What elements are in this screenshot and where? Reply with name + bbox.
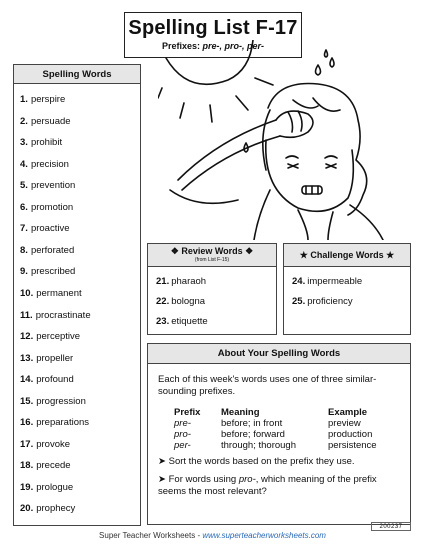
list-item [292, 276, 362, 287]
prefix-cell: pro- [174, 429, 191, 440]
review-words-note: (from List F-15) [194, 257, 230, 263]
item-number: 1. [20, 94, 28, 105]
sweating-girl-illustration [158, 40, 418, 240]
list-item [20, 201, 73, 215]
list-item [20, 309, 91, 323]
table-row [174, 440, 377, 451]
spelling-words-heading: Spelling Words [14, 65, 140, 84]
review-words-title: ❖ Review Words ❖ [170, 246, 254, 256]
item-word: precision [30, 158, 69, 170]
list-item [20, 158, 69, 172]
prefix-cell: per- [174, 440, 191, 451]
item-number: 22. [156, 296, 170, 307]
item-word: perceptive [36, 331, 81, 343]
spelling-words-panel [13, 64, 141, 526]
instruction-meaning-text-a: For words using [168, 474, 239, 485]
worksheet-code: 200237 [371, 522, 411, 531]
item-word: permanent [36, 287, 82, 299]
item-number: 15. [20, 395, 34, 407]
meaning-cell: before; in front [221, 418, 283, 429]
about-words-heading: About Your Spelling Words [148, 344, 410, 364]
item-number: 16. [20, 417, 34, 429]
item-number: 21. [156, 276, 170, 287]
instruction-meaning-prefix: pro- [238, 474, 256, 485]
example-cell: preview [328, 418, 361, 429]
review-words-heading [148, 244, 276, 267]
item-word: prophecy [36, 503, 76, 515]
item-number: 12. [20, 331, 34, 343]
list-item [20, 502, 75, 516]
arrow-bullet-icon: ➤ [158, 456, 166, 467]
list-item [20, 481, 73, 495]
item-word: perspire [30, 94, 66, 105]
instruction-meaning-text-b: , which meaning of the prefix seems the most relevant? [158, 474, 377, 497]
item-word: procrastinate [35, 309, 91, 321]
list-item [20, 287, 82, 301]
list-item [20, 373, 74, 387]
subtitle-prefixes: pre-, pro-, per- [202, 41, 265, 51]
item-number: 20. [20, 503, 34, 515]
review-words-box [147, 243, 277, 335]
subtitle-label: Prefixes: [161, 41, 203, 51]
item-word: proficiency [307, 296, 353, 307]
about-words-box [147, 343, 411, 525]
list-item [20, 244, 74, 258]
example-cell: persistence [328, 440, 377, 451]
item-word: precede [36, 460, 71, 472]
list-item [20, 416, 89, 430]
item-number: 8. [20, 244, 28, 256]
item-number: 3. [20, 137, 28, 149]
sun-icon [166, 40, 253, 84]
prefix-cell: pre- [174, 418, 191, 429]
challenge-words-heading: ★ Challenge Words ★ [284, 244, 410, 267]
list-item [20, 352, 73, 366]
item-word: pharaoh [171, 276, 207, 287]
list-item [156, 296, 205, 307]
item-word: proactive [30, 223, 70, 235]
item-number: 4. [20, 158, 28, 170]
footer-text: Super Teacher Worksheets - [99, 531, 203, 540]
arrow-bullet-icon: ➤ [158, 474, 166, 485]
list-item [20, 179, 75, 193]
item-word: preparations [36, 417, 90, 429]
item-number: 7. [20, 223, 28, 235]
item-number: 17. [20, 438, 34, 450]
item-number: 19. [20, 481, 34, 493]
item-number: 13. [20, 352, 34, 364]
item-word: provoke [36, 438, 71, 450]
item-word: perforated [30, 244, 75, 256]
challenge-words-box [283, 243, 411, 335]
list-item [20, 93, 65, 107]
item-number: 24. [292, 276, 306, 287]
item-number: 6. [20, 201, 28, 213]
table-row [174, 418, 377, 429]
instruction-sort [158, 456, 406, 468]
list-item [156, 276, 206, 287]
item-number: 14. [20, 374, 34, 386]
footer [0, 531, 425, 540]
list-item [20, 395, 86, 409]
item-number: 18. [20, 460, 34, 472]
meaning-column-header: Meaning [221, 406, 260, 418]
item-word: profound [36, 374, 74, 386]
item-number: 25. [292, 296, 306, 307]
example-cell: production [328, 429, 373, 440]
item-word: progression [36, 395, 86, 407]
list-item [20, 222, 70, 236]
example-column-header: Example [328, 406, 368, 418]
list-item [20, 136, 62, 150]
prefix-table-header [174, 406, 377, 418]
list-item [20, 330, 80, 344]
item-number: 5. [20, 180, 28, 192]
list-item [292, 296, 353, 307]
instruction-meaning [158, 474, 406, 498]
item-word: persuade [30, 115, 71, 127]
item-number: 23. [156, 316, 170, 327]
list-item [20, 265, 75, 279]
item-word: promotion [30, 201, 74, 213]
item-word: bologna [171, 296, 206, 307]
page-title: Spelling List F-17 [128, 17, 298, 39]
item-number: 2. [20, 115, 28, 127]
table-row [174, 429, 377, 440]
prefix-table [174, 406, 377, 451]
item-word: etiquette [171, 316, 208, 327]
item-word: impermeable [307, 276, 363, 287]
meaning-cell: through; thorough [221, 440, 297, 451]
instruction-sort-text: Sort the words based on the prefix they use. [168, 456, 355, 467]
item-word: prologue [36, 481, 74, 493]
item-word: prohibit [30, 137, 63, 149]
item-number: 9. [20, 266, 28, 278]
item-word: propeller [36, 352, 74, 364]
prefix-column-header: Prefix [174, 406, 201, 418]
list-item [20, 115, 71, 129]
about-intro-text: Each of this week's words uses one of three similar-sounding prefixes. [158, 374, 377, 397]
list-item [20, 459, 71, 473]
list-item [20, 438, 70, 452]
item-word: prescribed [30, 266, 76, 278]
list-item [156, 316, 208, 327]
item-word: prevention [30, 180, 76, 192]
item-number: 10. [20, 287, 34, 299]
footer-link[interactable]: www.superteacherworksheets.com [202, 531, 326, 540]
item-number: 11. [20, 309, 33, 321]
meaning-cell: before; forward [221, 429, 285, 440]
